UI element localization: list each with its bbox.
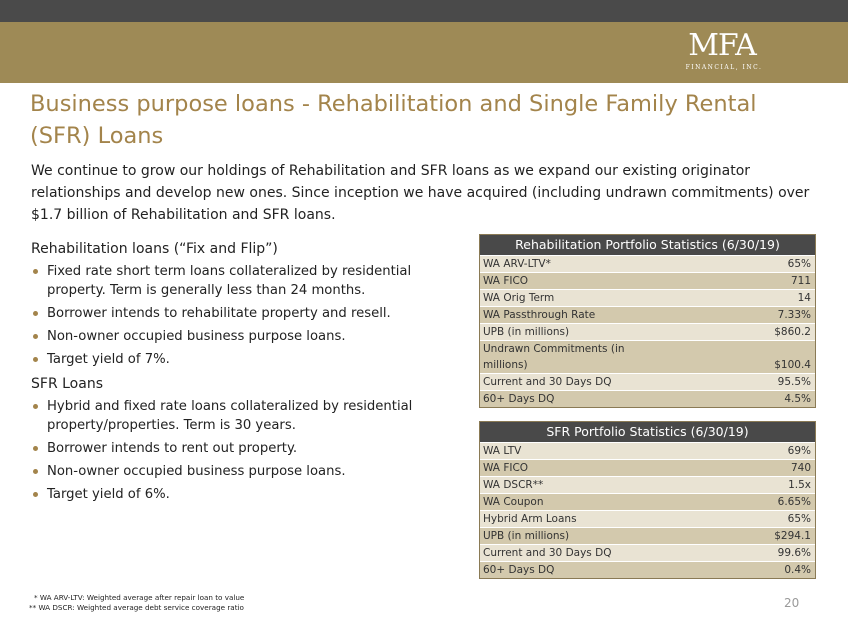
row-value: $860.2 [774,326,811,338]
bullet-item [31,327,451,346]
row-value: 1.5x [788,479,811,491]
row-value: 69% [787,445,811,457]
bullet-icon [33,334,38,339]
row-label: WA FICO [483,462,529,474]
table-row [480,373,815,390]
footnotes [29,593,244,613]
bullet-text: Non-owner occupied business purpose loans. [47,464,346,479]
bullet-item [31,485,451,504]
row-value: 65% [787,258,811,270]
bullet-text: Target yield of 7%. [47,352,170,367]
bullet-text: Fixed rate short term loans collateralized by residential property. Term is generally less than 24 months. [47,264,412,298]
row-value: 7.33% [777,309,811,321]
table-row [480,476,815,493]
intro-paragraph: We continue to grow our holdings of Rehabilitation and SFR loans as we expand our existing originator relationships and develop new ones. Since inception we have acquired (including undrawn commitments) over $1.7 billion of Rehabilitation and SFR loans. [31,163,810,223]
table-row [480,527,815,544]
row-label: WA Coupon [483,496,544,508]
row-value: $294.1 [774,530,811,542]
bullet-text: Hybrid and fixed rate loans collateralized by residential property/properties. Term is 30 years. [47,399,413,433]
table-row [480,493,815,510]
row-label: UPB (in millions) [483,326,570,338]
row-label: WA Passthrough Rate [483,309,596,321]
loan-descriptions [31,238,451,508]
row-label: WA ARV-LTV* [483,258,551,270]
page-number: 20 [784,596,800,610]
table-row [480,340,815,373]
bullet-text: Target yield of 6%. [47,487,170,502]
bullet-text: Borrower intends to rehabilitate property and resell. [47,306,391,321]
table-row [480,442,815,459]
row-value: 14 [797,292,811,304]
row-label: Current and 30 Days DQ [483,547,612,559]
table-row [480,289,815,306]
sfr-heading: SFR Loans [31,376,103,392]
bullet-icon [33,492,38,497]
row-value: 65% [787,513,811,525]
bullet-icon [33,311,38,316]
row-label: Undrawn Commitments (in millions) [483,343,625,371]
table-title: Rehabilitation Portfolio Statistics (6/30/19) [480,235,815,255]
bullet-icon [33,269,38,274]
row-value: 4.5% [784,393,811,405]
row-label: 60+ Days DQ [483,564,555,576]
row-label: WA FICO [483,275,529,287]
sfr-stats-table [479,421,816,579]
row-value: 711 [790,275,811,287]
table-row [480,306,815,323]
row-value: 99.6% [777,547,811,559]
sfr-bullet-list [31,397,451,504]
row-value: 740 [790,462,811,474]
table-row [480,390,815,407]
row-label: Hybrid Arm Loans [483,513,577,525]
footnote-dscr: ** WA DSCR: Weighted average debt service coverage ratio [29,603,244,612]
bullet-item [31,462,451,481]
rehab-bullet-list [31,262,451,369]
footnote-arv-ltv: * WA ARV-LTV: Weighted average after repair loan to value [34,593,245,602]
bullet-icon [33,469,38,474]
row-value: 6.65% [777,496,811,508]
table-title: SFR Portfolio Statistics (6/30/19) [480,422,815,442]
table-row [480,323,815,340]
row-value: $100.4 [774,359,811,371]
row-label: WA LTV [483,445,522,457]
row-value: 95.5% [777,376,811,388]
rehab-heading: Rehabilitation loans (“Fix and Flip”) [31,241,278,257]
bullet-icon [33,404,38,409]
row-label: WA Orig Term [483,292,555,304]
bullet-item [31,350,451,369]
table-row [480,255,815,272]
rehab-stats-table [479,234,816,408]
row-label: Current and 30 Days DQ [483,376,612,388]
logo-mark: MFA [688,28,756,63]
row-label: 60+ Days DQ [483,393,555,405]
bullet-item [31,397,451,435]
row-label: UPB (in millions) [483,530,570,542]
logo-subtitle: FINANCIAL, INC. [685,64,763,71]
bullet-icon [33,357,38,362]
top-bar [0,0,848,22]
bullet-item [31,439,451,458]
table-row [480,272,815,289]
company-logo [672,30,792,76]
row-value: 0.4% [784,564,811,576]
bullet-item [31,262,451,300]
page-title: Business purpose loans - Rehabilitation and Single Family Rental (SFR) Loans [30,91,757,149]
bullet-icon [33,446,38,451]
bullet-text: Non-owner occupied business purpose loans. [47,329,346,344]
row-label: WA DSCR** [483,479,544,491]
table-row [480,561,815,578]
bullet-text: Borrower intends to rent out property. [47,441,298,456]
table-row [480,510,815,527]
table-row [480,544,815,561]
table-row [480,459,815,476]
bullet-item [31,304,451,323]
